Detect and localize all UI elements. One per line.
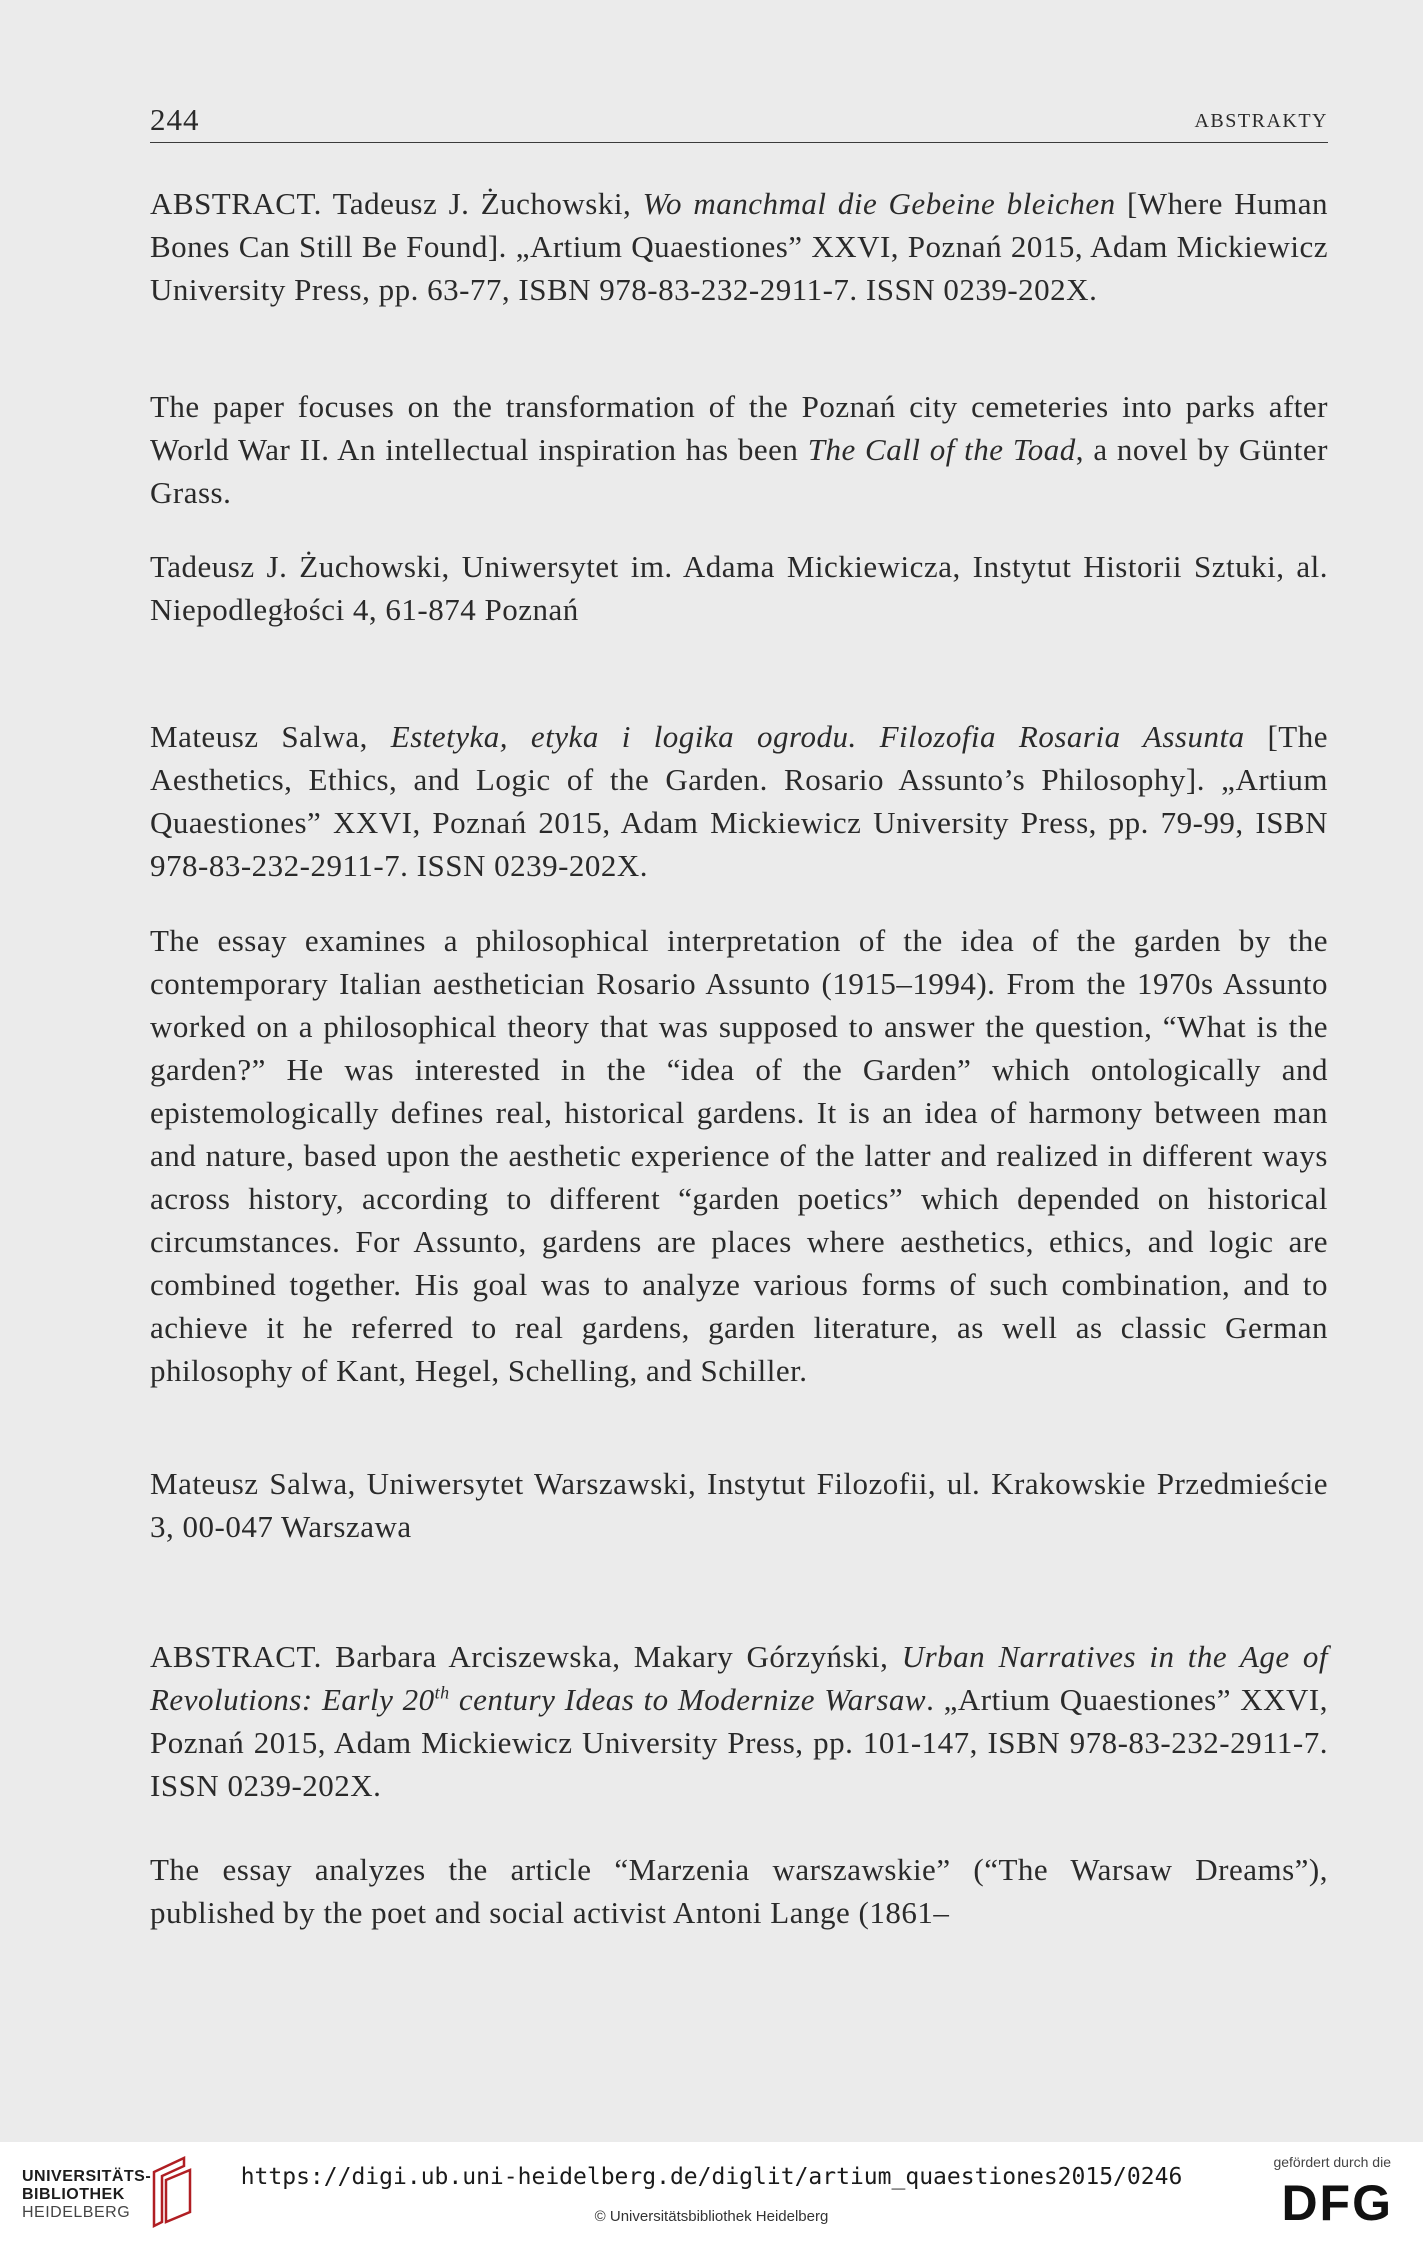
entry2-citation-author: Mateusz Salwa, <box>150 719 391 754</box>
entry2-affiliation: Mateusz Salwa, Uniwersytet Warszawski, Instytut Filozofii, ul. Krakowskie Przedmieście 3, 00-047 Warszawa <box>150 1466 1328 1544</box>
entry2-citation <box>150 715 1328 887</box>
entry1-citation-details: [Where Human Bones Can Still Be Found]. „Artium Quaestiones” XXVI, Poznań 2015, Adam Mickiewicz University Press, pp. 63-77, ISBN 978-83-232-2911-7. ISSN 0239-202X. <box>150 186 1328 307</box>
entry1-affiliation: Tadeusz J. Żuchowski, Uniwersytet im. Adama Mickiewicza, Instytut Historii Sztuki, al. Niepodległości 4, 61-874 Poznań <box>150 549 1328 627</box>
entry3-citation-details: . „Artium Quaestiones” XXVI, Poznań 2015, Adam Mickiewicz University Press, pp. 101-147, ISBN 978-83-232-2911-7. ISSN 0239-202X. <box>150 1682 1328 1803</box>
entry1-citation-title: Wo manchmal die Gebeine bleichen <box>642 186 1116 221</box>
source-url-link[interactable]: https://digi.ub.uni-heidelberg.de/diglit/artium_quaestiones2015/0246 <box>240 2164 1183 2190</box>
section-title: ABSTRAKTY <box>1194 110 1328 132</box>
digitization-footer <box>0 2142 1423 2242</box>
entry3-citation <box>150 1635 1328 1807</box>
entry1-abstract-text-end: , a novel by Günter Grass. <box>150 432 1328 510</box>
library-name-line1: UNIVERSITÄTS- <box>22 2168 152 2185</box>
entry1-citation <box>150 182 1328 311</box>
entry3-title-part1: Urban Narratives in the Age of Revolutions: Early 20 <box>150 1639 1329 1717</box>
page-number: 244 <box>150 102 200 137</box>
entry3-title-part2: century Ideas to Modernize Warsaw <box>449 1682 927 1717</box>
entry1-abstract-text: The paper focuses on the transformation of the Poznań city cemeteries into parks after World War II. An intellectual inspiration has been <box>150 389 1328 467</box>
running-head <box>150 100 1328 143</box>
entry3-abstract: The essay analyzes the article “Marzenia warszawskie” (“The Warsaw Dreams”), published by the poet and social activist Antoni Lange (1861– <box>150 1852 1328 1930</box>
library-name-line2: BIBLIOTHEK <box>22 2186 125 2203</box>
funder-caption: gefördert durch die <box>1273 2154 1391 2170</box>
dfg-logo: DFG <box>1281 2175 1393 2231</box>
entry2-citation-title: Estetyka, etyka i logika ogrodu. Filozofia Rosaria Assunta <box>390 719 1245 754</box>
entry3-title-superscript: th <box>434 1682 450 1703</box>
library-name-line3: HEIDELBERG <box>22 2204 131 2221</box>
entry2-abstract: The essay examines a philosophical interpretation of the idea of the garden by the contemporary Italian aesthetician Rosario Assunto (1915–1994). From the 1970s Assunto worked on a philosophical theory that was supposed to answer the question, “What is the garden?” He was interested in the “idea of the Garden” which ontologically and epistemologically defines real, historical gardens. It is an idea of harmony between man and nature, based upon the aesthetic experience of the latter and realized in different ways across history, according to different “garden poetics” which depended on historical circumstances. For Assunto, gardens are places where aesthetics, ethics, and logic are combined together. His goal was to analyze various forms of such combination, and to achieve it he referred to real gardens, garden literature, as well as classic German philosophy of Kant, Hegel, Schelling, and Schiller. <box>150 923 1328 1388</box>
entry3-citation-authors: ABSTRACT. Barbara Arciszewska, Makary Górzyński, <box>150 1639 902 1674</box>
entry1-abstract <box>150 385 1328 514</box>
entry1-abstract-book-title: The Call of the Toad <box>807 432 1076 467</box>
entry2-citation-details: [The Aesthetics, Ethics, and Logic of the Garden. Rosario Assunto’s Philosophy]. „Artium Quaestiones” XXVI, Poznań 2015, Adam Mickiewicz University Press, pp. 79-99, ISBN 978-83-232-2911-7. ISSN 0239-202X. <box>150 719 1328 883</box>
entry1-citation-authors: ABSTRACT. Tadeusz J. Żuchowski, <box>150 186 643 221</box>
copyright-notice: © Universitätsbibliothek Heidelberg <box>594 2208 829 2225</box>
